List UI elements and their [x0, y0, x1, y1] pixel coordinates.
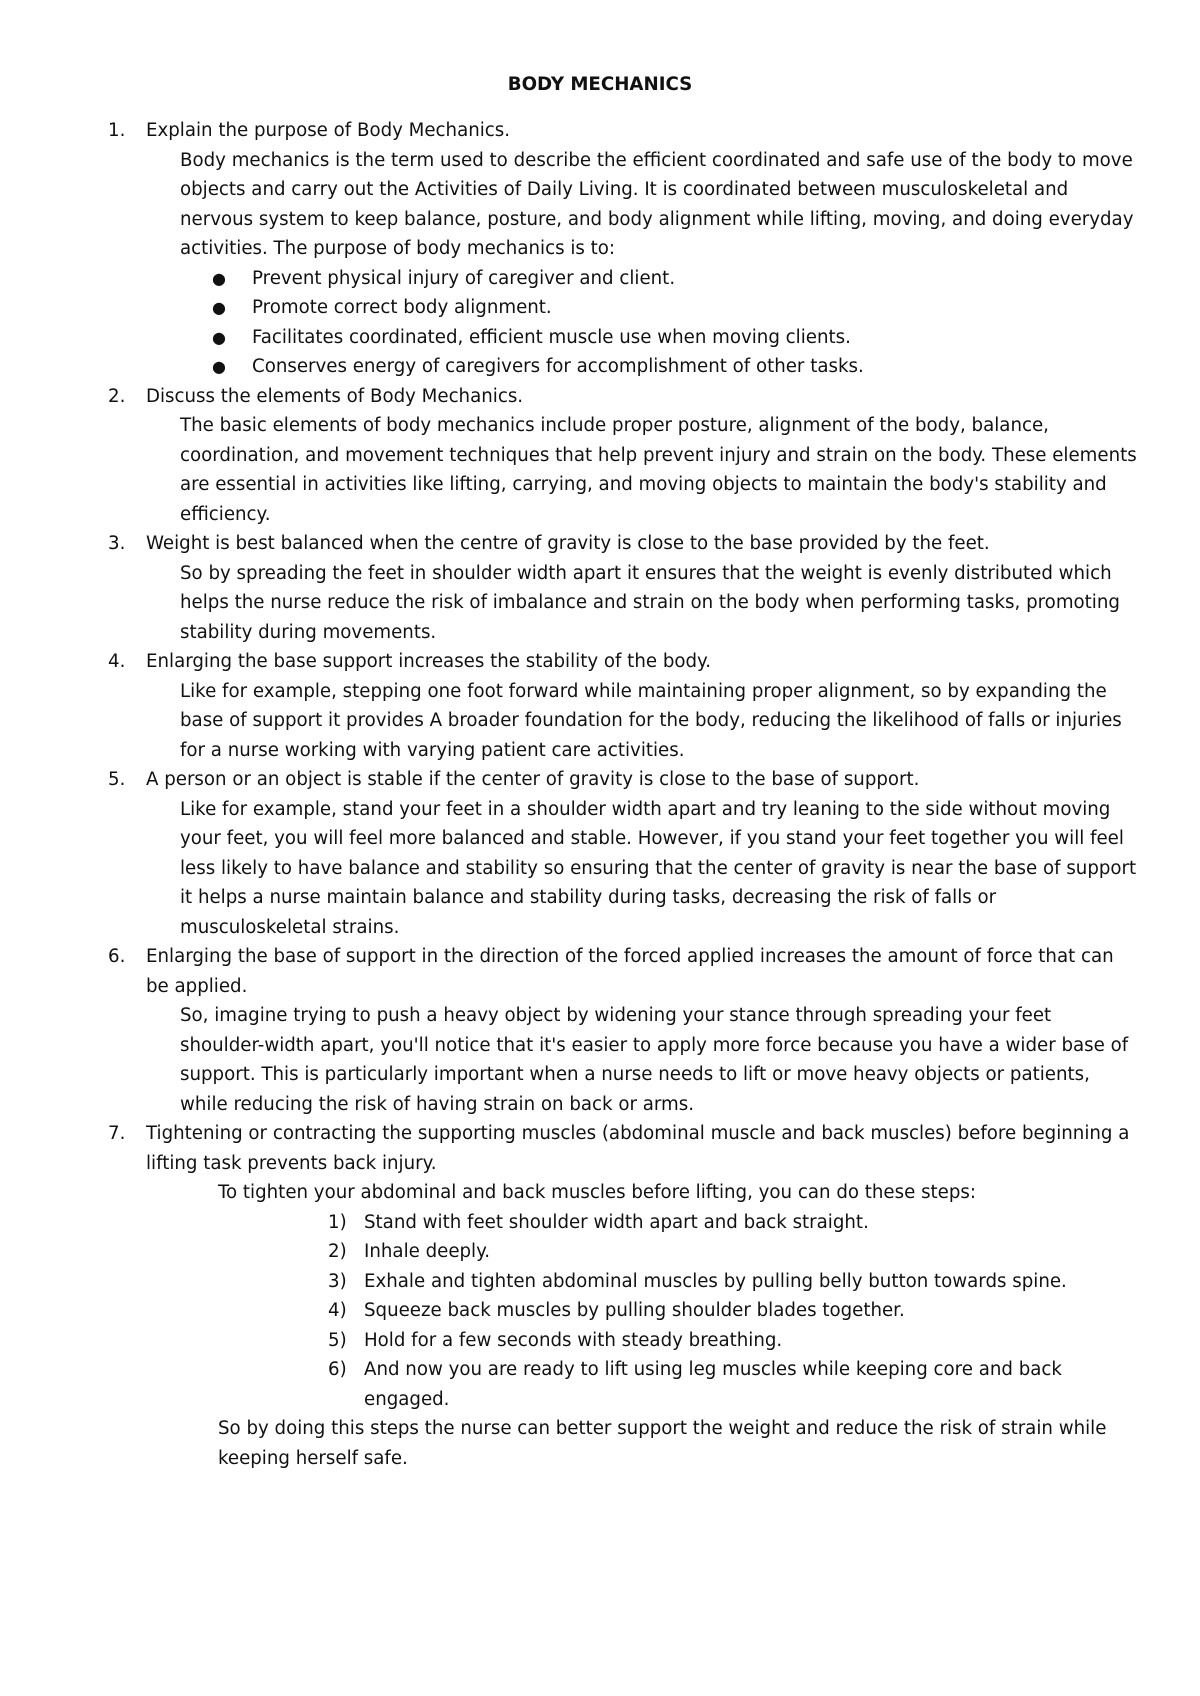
question-7 [108, 1119, 1138, 1178]
step-text: Stand with feet shoulder width apart and back straight. [364, 1211, 869, 1233]
list-item [328, 1326, 1138, 1356]
page-title: BODY MECHANICS [507, 74, 693, 95]
question-number: 2. [108, 385, 126, 407]
bullet-icon: ● [212, 298, 226, 317]
list-item [328, 1355, 1138, 1414]
question-5 [108, 765, 1138, 795]
answer-2: The basic elements of body mechanics include proper posture, alignment of the body, balance, coordination, and movement techniques that help prevent injury and strain on the body. These elements are essential in activities like lifting, carrying, and moving objects to maintain the body's stability and efficiency. [180, 415, 1137, 525]
list-item [328, 1208, 1138, 1238]
step-text: Squeeze back muscles by pulling shoulder blades together. [364, 1300, 905, 1321]
question-number: 1. [108, 120, 126, 141]
question-text: Tightening or contracting the supporting muscles (abdominal muscle and back muscles) before beginning a lifting task prevents back injury. [146, 1123, 1130, 1174]
list-item [212, 352, 1138, 382]
question-number: 6. [108, 946, 126, 967]
list-item-text: Facilitates coordinated, efficient muscle use when moving clients. [252, 326, 851, 348]
list-item [328, 1296, 1138, 1326]
question-number: 5. [108, 769, 126, 790]
list-item [328, 1267, 1138, 1297]
list-item [328, 1237, 1138, 1267]
question-text: Enlarging the base support increases the stability of the body. [146, 651, 711, 672]
step-number: 4) [328, 1300, 347, 1321]
question-text: A person or an object is stable if the center of gravity is close to the base of support. [146, 769, 920, 790]
bullet-icon: ● [212, 268, 226, 288]
step-text: And now you are ready to lift using leg muscles while keeping core and back engaged. [364, 1359, 1062, 1410]
step-text: Inhale deeply. [364, 1241, 491, 1262]
list-item [212, 323, 1138, 353]
list-item [212, 293, 1138, 323]
step-text: Exhale and tighten abdominal muscles by pulling belly button towards spine. [364, 1270, 1067, 1292]
step-number: 5) [328, 1329, 347, 1351]
closing-paragraph: So by doing this steps the nurse can better support the weight and reduce the risk of strain while keeping herself safe. [218, 1418, 1107, 1469]
question-text: Enlarging the base of support in the direction of the forced applied increases the amount of force that can be applied. [146, 946, 1114, 997]
question-text: Weight is best balanced when the centre of gravity is close to the base provided by the feet. [146, 533, 990, 554]
bullet-icon: ● [212, 327, 226, 347]
question-6 [108, 942, 1138, 1001]
answer-3: So by spreading the feet in shoulder width apart it ensures that the weight is evenly distributed which helps the nurse reduce the risk of imbalance and strain on the body when performing tasks, promoting stability during movements. [180, 562, 1120, 643]
question-text: Explain the purpose of Body Mechanics. [146, 120, 511, 141]
question-number: 7. [108, 1123, 126, 1144]
question-text: Discuss the elements of Body Mechanics. [146, 385, 524, 407]
step-text: Hold for a few seconds with steady breathing. [364, 1329, 783, 1351]
list-item-text: Prevent physical injury of caregiver and client. [252, 267, 676, 289]
purpose-list [108, 264, 1138, 382]
answer-5: Like for example, stand your feet in a shoulder width apart and try leaning to the side without moving your feet, you will feel more balanced and stable. However, if you stand your feet together you will feel less likely to have balance and stability so ensuring that the center of gravity is near the base of support it helps a nurse maintain balance and stability during tasks, decreasing the risk of falls or musculoskeletal strains. [180, 798, 1137, 938]
document-body [108, 116, 1138, 1473]
question-number: 3. [108, 533, 126, 554]
question-1 [108, 116, 1138, 146]
list-item-text: Promote correct body alignment. [252, 297, 552, 318]
step-number: 2) [328, 1241, 347, 1262]
question-2 [108, 382, 1138, 412]
step-number: 1) [328, 1211, 347, 1233]
question-number: 4. [108, 651, 126, 672]
steps-intro: To tighten your abdominal and back muscles before lifting, you can do these steps: [218, 1182, 977, 1203]
question-4 [108, 647, 1138, 677]
list-item [212, 264, 1138, 294]
step-number: 6) [328, 1359, 347, 1380]
steps-list [108, 1208, 1138, 1415]
list-item-text: Conserves energy of caregivers for accomplishment of other tasks. [252, 356, 864, 377]
step-number: 3) [328, 1270, 347, 1292]
answer-6: So, imagine trying to push a heavy object by widening your stance through spreading your feet shoulder-width apart, you'll notice that it's easier to apply more force because you have a wider base of support. This is particularly important when a nurse needs to lift or move heavy objects or patients, while reducing the risk of having strain on back or arms. [180, 1005, 1129, 1115]
bullet-icon: ● [212, 357, 226, 376]
answer-1: Body mechanics is the term used to describe the efficient coordinated and safe use of the body to move objects and carry out the Activities of Daily Living. It is coordinated between musculoskeletal and nervous system to keep balance, posture, and body alignment while lifting, moving, and doing everyday activities. The purpose of body mechanics is to: [180, 149, 1134, 259]
question-3 [108, 529, 1138, 559]
answer-4: Like for example, stepping one foot forward while maintaining proper alignment, so by expanding the base of support it provides A broader foundation for the body, reducing the likelihood of falls or injuries for a nurse working with varying patient care activities. [180, 680, 1122, 761]
